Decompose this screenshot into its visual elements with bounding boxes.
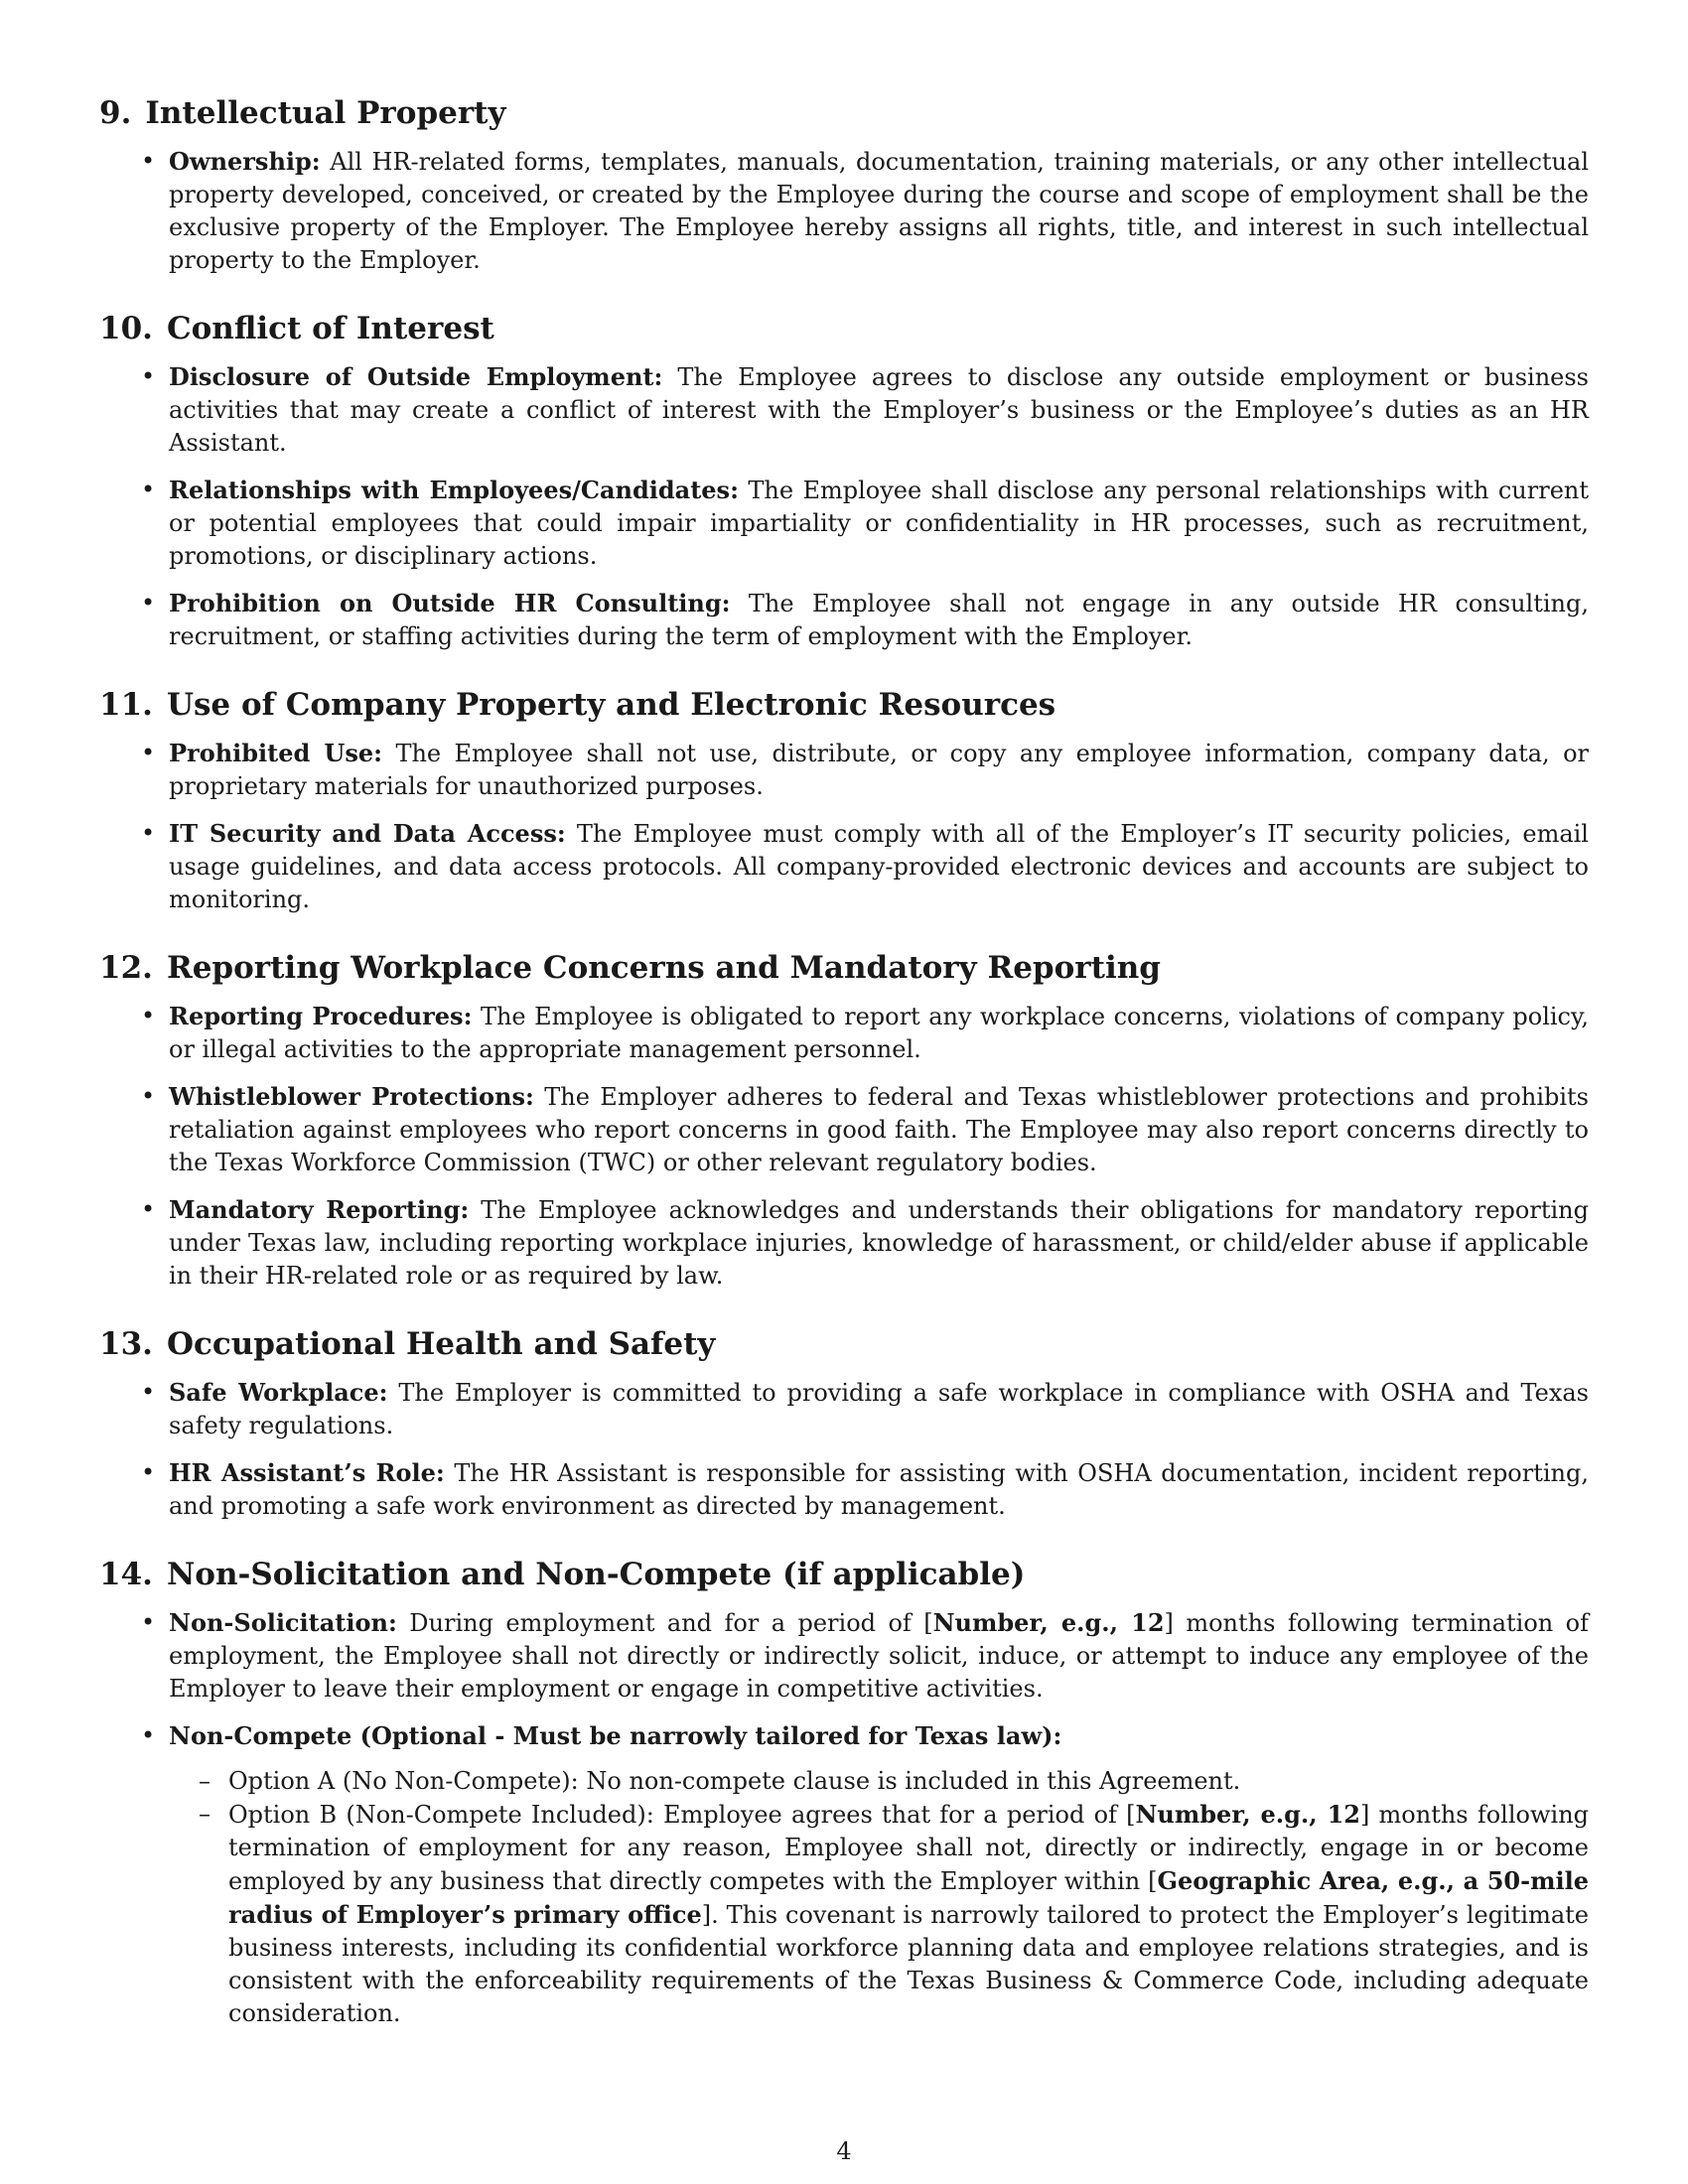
clause-ownership <box>169 145 1589 277</box>
clause-term: Safe Workplace: <box>169 1378 388 1407</box>
clause-list <box>99 360 1589 653</box>
clause-term: Disclosure of Outside Employment: <box>169 362 663 391</box>
clause-prohibition-outside-consulting <box>169 587 1589 653</box>
section-title: Intellectual Property <box>145 95 506 131</box>
clause-text: The HR Assistant is responsible for assisting with OSHA documentation, incident reporting, and promoting a safe work environment as directed by management. <box>169 1459 1590 1520</box>
placeholder-months: Number, e.g., 12 <box>1135 1800 1360 1829</box>
clause-mandatory-reporting <box>169 1193 1589 1293</box>
clause-term: Whistleblower Protections: <box>169 1082 534 1111</box>
option-b <box>228 1798 1589 2030</box>
page-number: 4 <box>836 2137 852 2165</box>
option-text: ]. This covenant is narrowly tailored to protect the Employer’s legitimate business interests, including its confidential workforce planning data and employee relations strategies, and is consistent with the enforceability requirements of the Texas Business & Commerce Code, including adequate consideration. <box>228 1901 1589 2027</box>
section-heading <box>99 1553 1589 1596</box>
clause-text: The Employee shall not use, distribute, or copy any employee information, company data, or proprietary materials for unauthorized purposes. <box>169 740 1590 800</box>
section-number: 13. <box>99 1326 153 1362</box>
section-non-solicitation <box>99 1553 1589 2030</box>
clause-text: All HR-related forms, templates, manuals, documentation, training materials, or any other intellectual property developed, conceived, or created by the Employee during the course and scope of employment shall be the exclusive property of the Employer. The Employee hereby assigns all rights, title, and interest in such intellectual property to the Employer. <box>169 148 1589 274</box>
clause-hr-assistant-role <box>169 1456 1589 1523</box>
option-list <box>169 1765 1589 2030</box>
section-heading <box>99 91 1589 135</box>
clause-list <box>99 145 1589 277</box>
section-number: 11. <box>99 687 153 723</box>
clause-term: Mandatory Reporting: <box>169 1195 470 1224</box>
clause-whistleblower <box>169 1080 1589 1179</box>
clause-term: Ownership: <box>169 147 321 176</box>
placeholder-geographic-area: Geographic Area, e.g., a 50-mile radius of Employer’s primary office <box>228 1866 1589 1929</box>
clause-non-solicitation <box>169 1606 1589 1706</box>
clause-disclosure-outside-employment <box>169 360 1589 460</box>
clause-list <box>99 737 1589 916</box>
section-number: 12. <box>99 950 153 986</box>
clause-prohibited-use <box>169 737 1589 803</box>
section-heading <box>99 307 1589 350</box>
document-page <box>99 91 1589 2060</box>
section-heading <box>99 946 1589 990</box>
section-heading <box>99 1322 1589 1366</box>
option-a <box>228 1765 1589 1798</box>
section-conflict-of-interest <box>99 307 1589 653</box>
section-intellectual-property <box>99 91 1589 277</box>
section-company-property <box>99 683 1589 916</box>
section-title: Use of Company Property and Electronic Resources <box>166 687 1056 723</box>
clause-text: The Employer adheres to federal and Texas whistleblower protections and prohibits retaliation against employees who report concerns in good faith. The Employee may also report concerns directly to the Texas Workforce Commission (TWC) or other relevant regulatory bodies. <box>169 1083 1589 1176</box>
clause-term: Non-Solicitation: <box>169 1608 397 1637</box>
clause-text: The Employee agrees to disclose any outside employment or business activities that may create a conflict of interest with the Employer’s business or the Employee’s duties as an HR Assistant. <box>169 363 1589 457</box>
section-heading <box>99 683 1589 727</box>
section-title: Reporting Workplace Concerns and Mandatory Reporting <box>166 950 1161 986</box>
clause-term: Non-Compete (Optional - Must be narrowly tailored for Texas law): <box>169 1721 1062 1750</box>
section-title: Non-Solicitation and Non-Compete (if applicable) <box>166 1557 1026 1592</box>
section-health-safety <box>99 1322 1589 1523</box>
section-title: Conflict of Interest <box>166 311 494 346</box>
clause-text: ] months following termination of employment, the Employee shall not directly or indirectly solicit, induce, or attempt to induce any employee of the Employer to leave their employment or engage in competitive activities. <box>169 1609 1590 1703</box>
section-reporting-concerns <box>99 946 1589 1293</box>
clause-reporting-procedures <box>169 1000 1589 1066</box>
clause-text: The Employee shall not engage in any outside HR consulting, recruitment, or staffing activities during the term of employment with the Employer. <box>169 590 1590 650</box>
clause-term: Reporting Procedures: <box>169 1002 473 1030</box>
clause-term: HR Assistant’s Role: <box>169 1458 445 1487</box>
clause-term: Relationships with Employees/Candidates: <box>169 476 739 504</box>
option-text: Option B (Non-Compete Included): Employee agrees that for a period of [ <box>228 1801 1136 1829</box>
section-title: Occupational Health and Safety <box>166 1326 716 1362</box>
clause-text: The Employee shall disclose any personal relationships with current or potential employees that could impair impartiality or confidentiality in HR processes, such as recruitment, promotions, or disciplinary actions. <box>169 477 1590 570</box>
placeholder-months: Number, e.g., 12 <box>932 1608 1165 1637</box>
clause-non-compete <box>169 1719 1589 2030</box>
clause-text: The Employer is committed to providing a safe workplace in compliance with OSHA and Texas safety regulations. <box>169 1379 1589 1439</box>
clause-list <box>99 1376 1589 1523</box>
clause-term: Prohibited Use: <box>169 739 383 767</box>
clause-text: The Employee must comply with all of the Employer’s IT security policies, email usage guidelines, and data access protocols. All company-provided electronic devices and accounts are subject to monitoring. <box>169 820 1589 913</box>
clause-it-security <box>169 817 1589 916</box>
clause-text: The Employee acknowledges and understands their obligations for mandatory reporting under Texas law, including reporting workplace injuries, knowledge of harassment, or child/elder abuse if applicable in their HR-related role or as required by law. <box>169 1196 1589 1290</box>
clause-safe-workplace <box>169 1376 1589 1442</box>
option-text: ] months following termination of employment for any reason, Employee shall not, directly or indirectly, engage in or become employed by any business that directly competes with the Employer within [ <box>228 1801 1590 1895</box>
clause-text: During employment and for a period of [ <box>409 1609 933 1637</box>
clause-term: IT Security and Data Access: <box>169 819 566 848</box>
section-number: 14. <box>99 1557 153 1592</box>
section-number: 9. <box>99 95 132 131</box>
clause-list <box>99 1606 1589 2030</box>
section-number: 10. <box>99 311 153 346</box>
clause-relationships <box>169 474 1589 573</box>
clause-text: The Employee is obligated to report any workplace concerns, violations of company policy, or illegal activities to the appropriate management personnel. <box>169 1003 1590 1063</box>
clause-list <box>99 1000 1589 1293</box>
option-text: Option A (No Non-Compete): No non-compete clause is included in this Agreement. <box>228 1767 1241 1795</box>
clause-term: Prohibition on Outside HR Consulting: <box>169 589 731 617</box>
